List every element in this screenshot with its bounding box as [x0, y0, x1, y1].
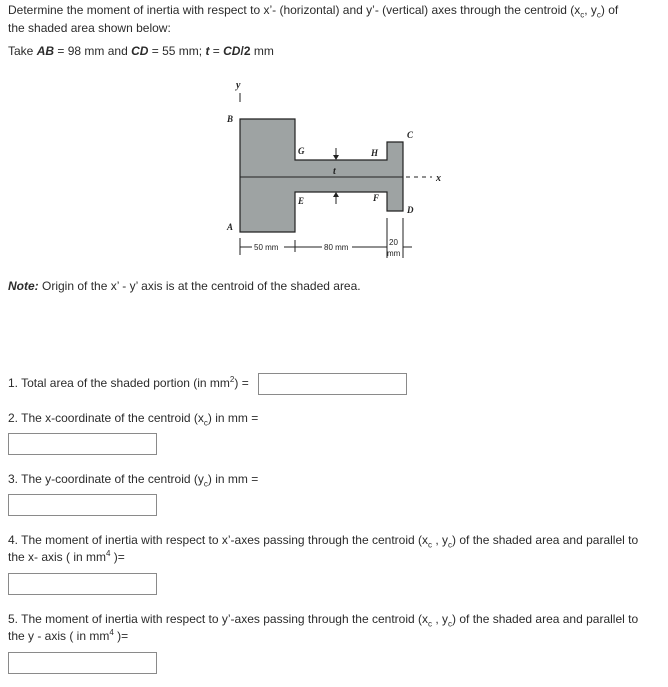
- q5-end-2: )=: [113, 629, 129, 643]
- q3-sub: c: [203, 479, 208, 489]
- given-t-div: /2: [240, 44, 251, 58]
- label-G: G: [298, 146, 305, 156]
- label-E: E: [298, 196, 305, 206]
- q2-text: 2. The x-coordinate of the centroid (x: [8, 411, 204, 425]
- given-t-label: t: [205, 44, 210, 58]
- given-ab-label: AB: [36, 44, 55, 58]
- answer-input-5[interactable]: [8, 652, 157, 674]
- label-H: H: [371, 148, 379, 158]
- intro-comma: , y: [584, 3, 597, 17]
- label-A: A: [227, 222, 234, 232]
- q5-sup: 4: [109, 628, 114, 637]
- given-t-value: CD: [223, 44, 241, 58]
- label-x: x: [436, 173, 441, 184]
- intro-sub-c1: c: [580, 10, 585, 20]
- q5-mid: , y: [432, 612, 449, 626]
- q5-text-2: the y - axis ( in mm: [8, 629, 110, 643]
- q5-sub2: c: [448, 619, 453, 629]
- given-cd-value: = 55 mm;: [148, 44, 206, 58]
- shaded-area-shape: [240, 119, 403, 232]
- dim-50-label: 50 mm: [254, 243, 279, 252]
- intro-sub-c2: c: [596, 10, 601, 20]
- q4-sub1: c: [428, 540, 432, 550]
- given-t-unit: mm: [250, 44, 274, 58]
- q4-sub2: c: [448, 540, 453, 550]
- label-F: F: [373, 193, 380, 203]
- given-ab-value: = 98 mm and: [54, 44, 132, 58]
- q3-end: ) in mm =: [207, 472, 259, 486]
- q4-end-2: )=: [110, 550, 125, 564]
- q4-mid: , y: [432, 533, 449, 547]
- question-5-line-2: [8, 629, 128, 644]
- intro-end: ) of: [600, 3, 619, 17]
- label-y: y: [236, 80, 241, 91]
- q1-sup: 2: [229, 375, 235, 384]
- label-D: D: [407, 205, 414, 215]
- label-t: t: [333, 166, 336, 177]
- note-text: Origin of the x’ - y’ axis is at the centroid of the shaded area.: [38, 279, 361, 293]
- question-4-line-1: [8, 533, 638, 548]
- q4-sup: 4: [106, 549, 111, 558]
- intro-line-2: the shaded area shown below:: [8, 21, 171, 35]
- t-arrowhead-bottom: [333, 192, 339, 197]
- q4-text-2: the x- axis ( in mm: [8, 550, 107, 564]
- t-arrowhead-top: [333, 155, 339, 160]
- note: [8, 279, 361, 294]
- shaded-area-figure: [0, 0, 668, 290]
- q5-sub1: c: [428, 619, 432, 629]
- answer-input-3[interactable]: [8, 494, 157, 516]
- label-B: B: [227, 114, 234, 124]
- given-cd-label: CD: [131, 44, 149, 58]
- q1-end: ) =: [234, 376, 249, 390]
- question-3: [8, 472, 258, 487]
- q5-text-1: 5. The moment of inertia with respect to y’-axes passing through the centroid (x: [8, 612, 428, 626]
- answer-input-1[interactable]: [258, 373, 407, 395]
- q4-text-1: 4. The moment of inertia with respect to x’-axes passing through the centroid (x: [8, 533, 428, 547]
- answer-input-2[interactable]: [8, 433, 157, 455]
- q4-end-1: ) of the shaded area and parallel to: [452, 533, 639, 547]
- q2-end: ) in mm =: [207, 411, 259, 425]
- dim-80-label: 80 mm: [324, 243, 349, 252]
- dim-20-label: 20: [389, 238, 398, 247]
- intro-text-1: Determine the moment of inertia with respect to x’- (horizontal) and y’- (vertical) axes through the centroid (x: [8, 3, 581, 17]
- question-5-line-1: [8, 612, 638, 627]
- question-1: [8, 376, 249, 391]
- note-label: Note:: [8, 279, 39, 293]
- q2-sub: c: [203, 418, 208, 428]
- q1-text: 1. Total area of the shaded portion (in mm: [8, 376, 230, 390]
- answer-input-4[interactable]: [8, 573, 157, 595]
- question-2: [8, 411, 258, 426]
- q3-text: 3. The y-coordinate of the centroid (y: [8, 472, 204, 486]
- given-t-eq: =: [209, 44, 224, 58]
- given-prefix: Take: [8, 44, 37, 58]
- q5-end-1: ) of the shaded area and parallel to: [452, 612, 639, 626]
- question-4-line-2: [8, 550, 125, 565]
- label-C: C: [407, 130, 414, 140]
- dim-20-unit: mm: [387, 249, 401, 258]
